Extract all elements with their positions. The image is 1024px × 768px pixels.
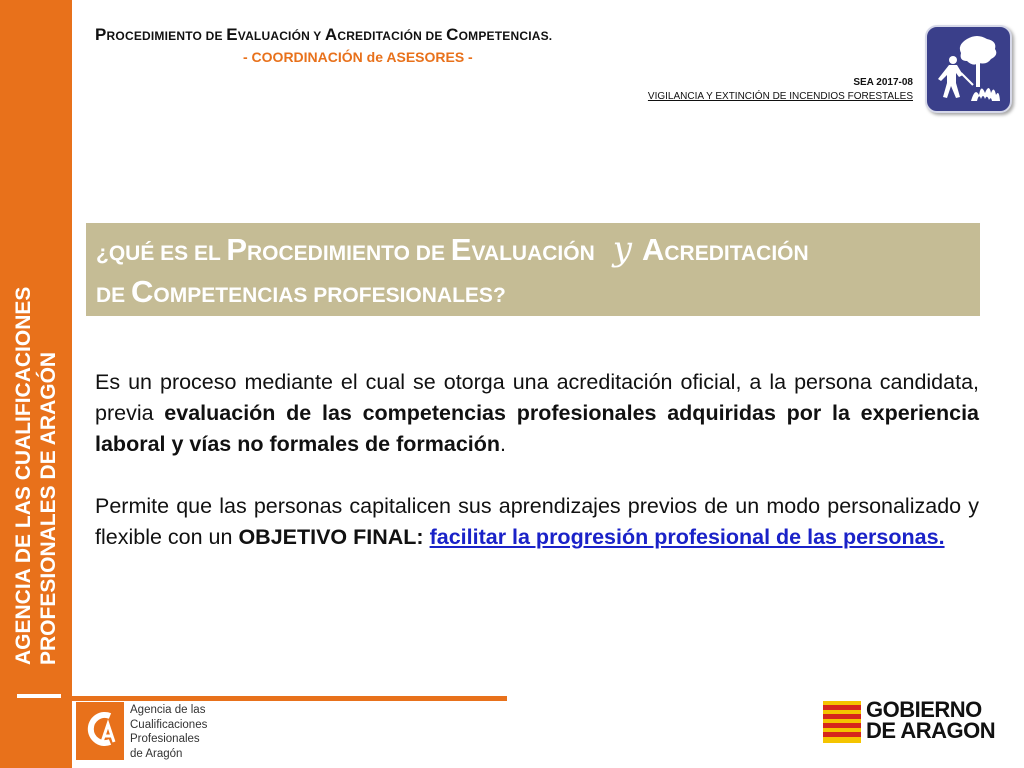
agency-name: Agencia de las Cualificaciones Profesionales de Aragón <box>130 704 208 760</box>
paragraph-definition: Es un proceso mediante el cual se otorga una acreditación oficial, a la persona candidata, previa evaluación de las competencias profesionales adquiridas por la experiencia laboral y vías no formales de formación. <box>95 370 979 456</box>
page-subtitle: - COORDINACIÓN de ASESORES - <box>243 49 473 65</box>
sidebar-divider <box>17 694 61 698</box>
sidebar-title <box>11 195 61 665</box>
section-banner <box>86 223 980 316</box>
paragraph-objective: Permite que las personas capitalicen sus aprendizajes previos de un modo personalizado y flexible con un OBJETIVO FINAL: facilitar la progresión profesional de las personas. <box>95 494 979 549</box>
objective-link[interactable]: facilitar la progresión profesional de las personas. <box>429 525 945 549</box>
sidebar-title-line1: AGENCIA DE LAS CUALIFICACIONES <box>12 286 35 665</box>
firefighter-badge-icon <box>925 25 1012 113</box>
module-name: VIGILANCIA Y EXTINCIÓN DE INCENDIOS FORESTALES <box>647 91 913 102</box>
sidebar <box>0 0 72 768</box>
agency-logo-icon <box>76 702 124 760</box>
government-name: GOBIERNO DE ARAGON <box>866 697 996 743</box>
aragon-flag-icon <box>823 701 861 743</box>
sidebar-title-line2: PROFESIONALES DE ARAGÓN <box>37 351 60 665</box>
page-title: PROCEDIMIENTO DE EVALUACIÓN Y ACREDITACIÓN DE COMPETENCIAS. <box>95 25 553 44</box>
banner-line-1: ¿QUÉ ES EL PROCEDIMIENTO DE EVALUACIÓN y ACREDITACIÓN <box>96 229 809 269</box>
bottom-divider <box>72 696 507 701</box>
banner-line-2: DE COMPETENCIAS PROFESIONALES? <box>96 274 506 309</box>
module-code: SEA 2017-08 <box>853 77 913 88</box>
